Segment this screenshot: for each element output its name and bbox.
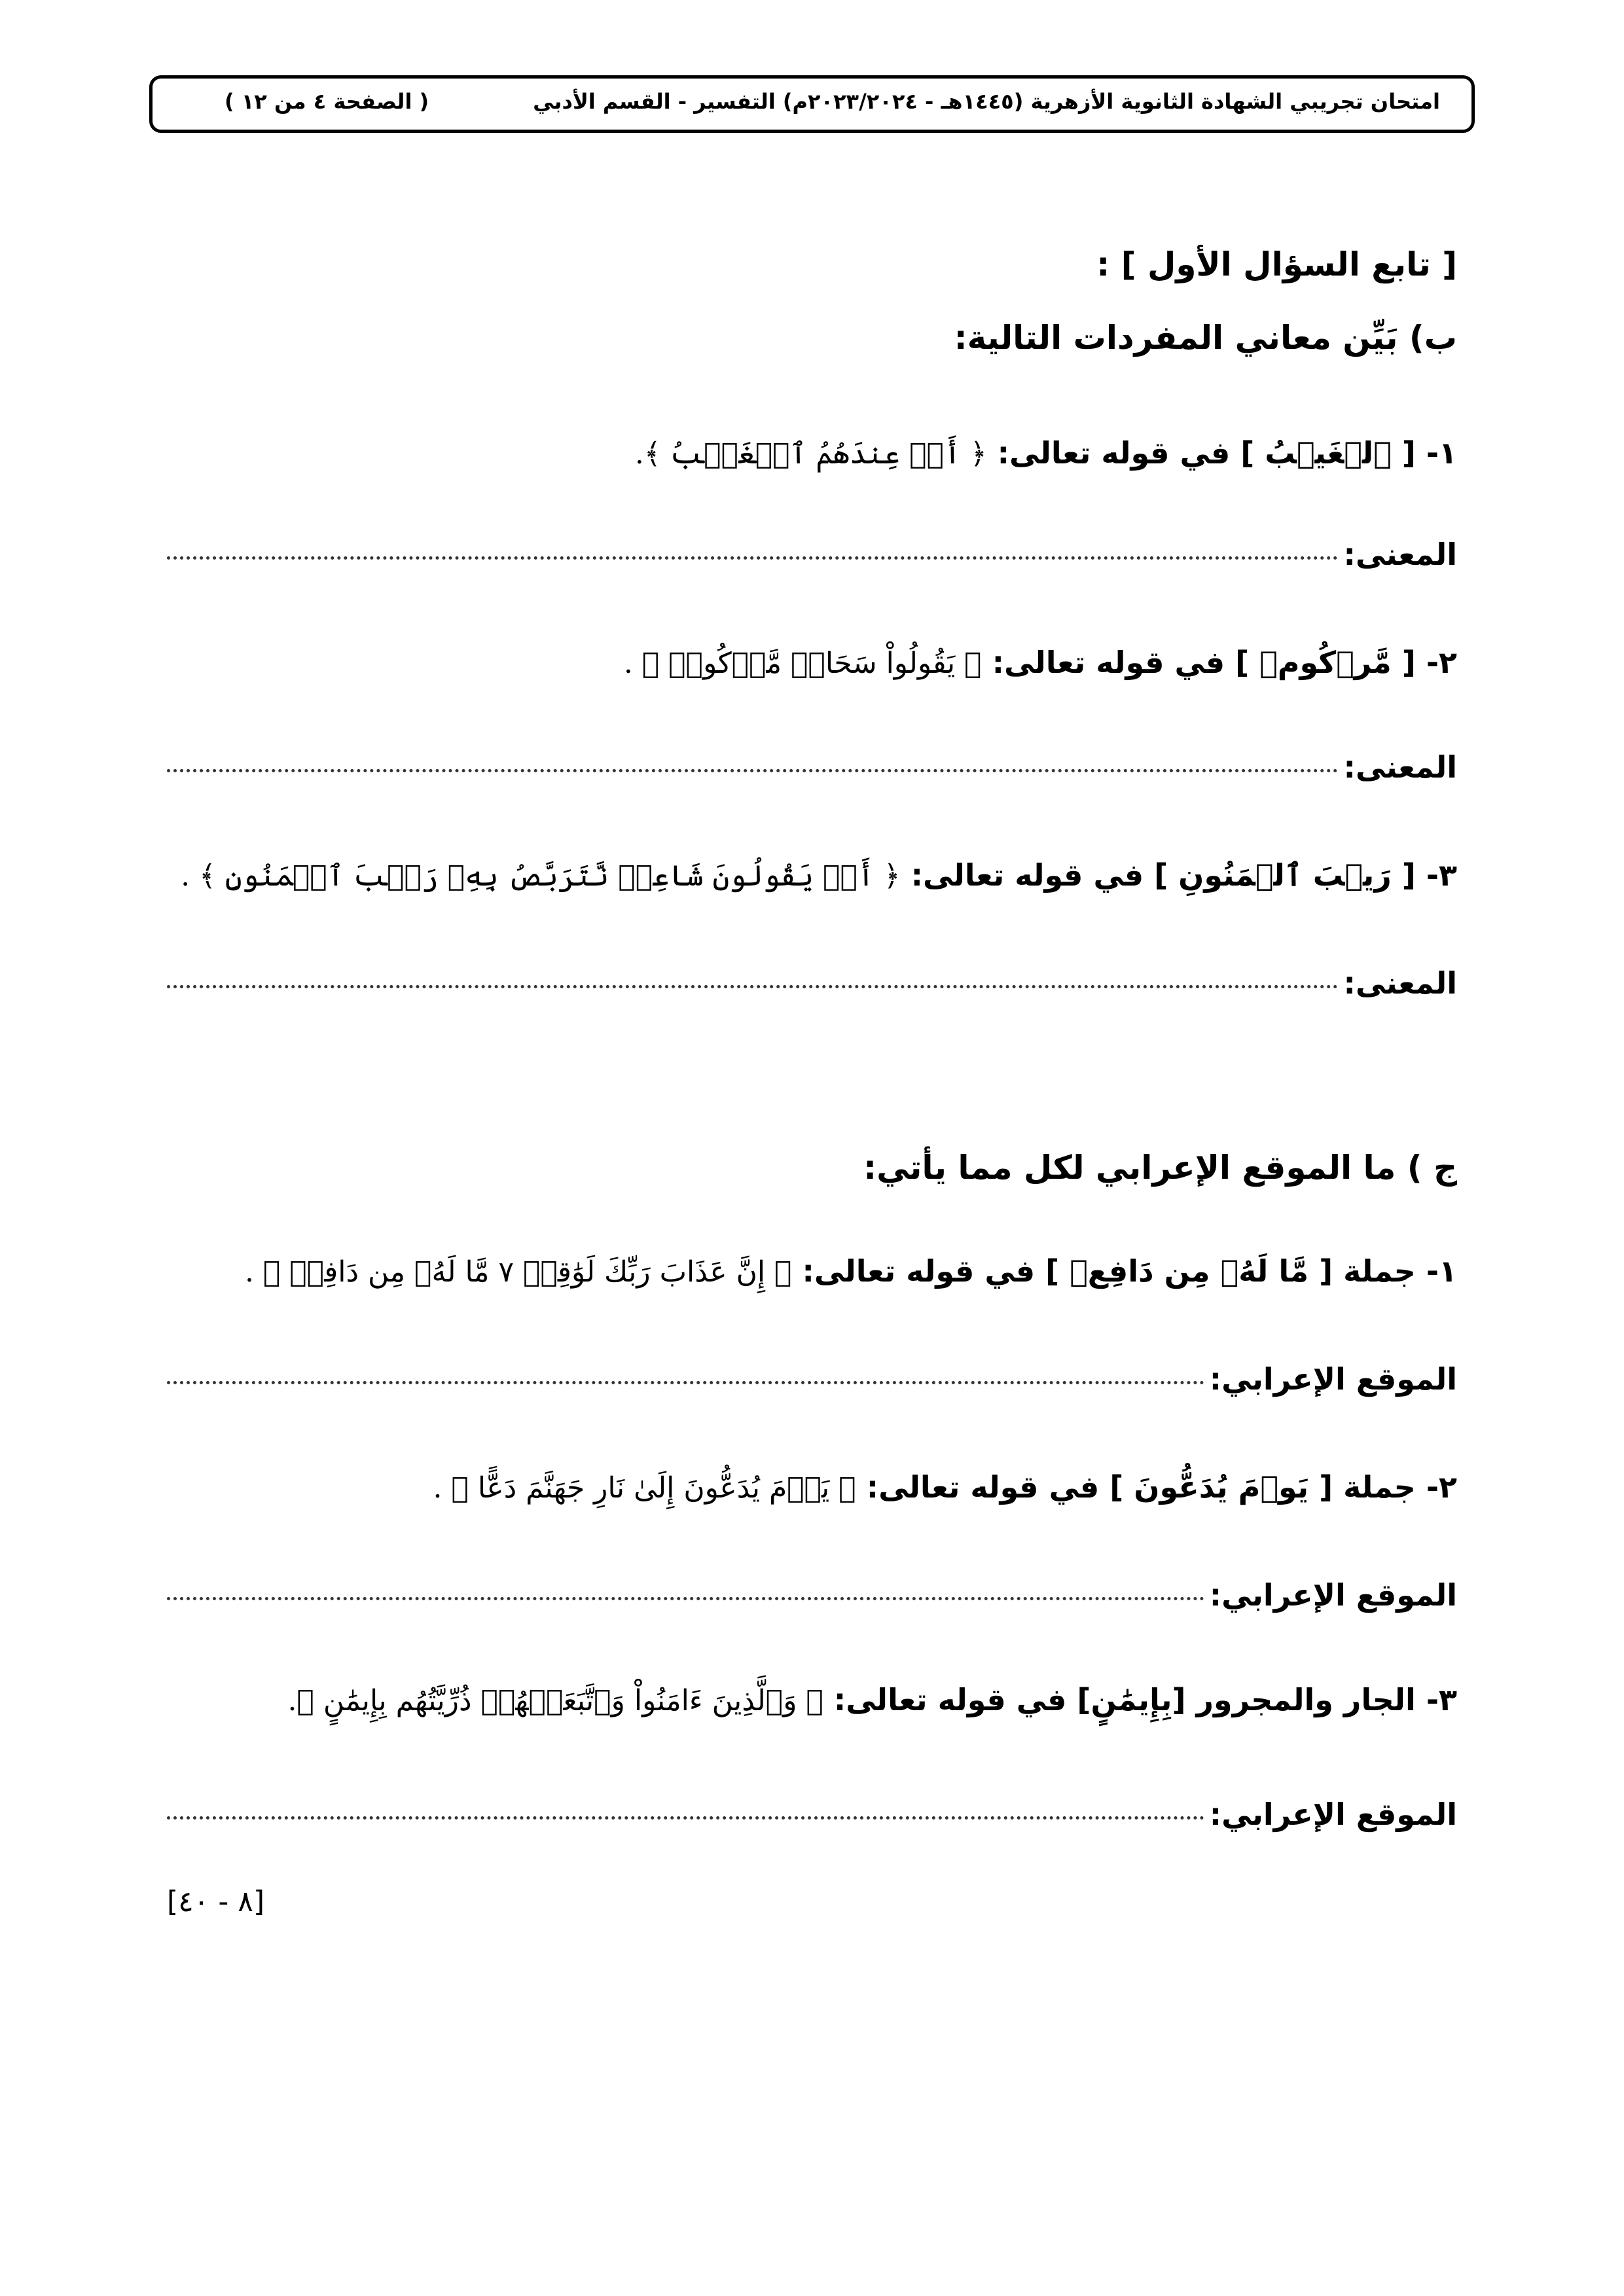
answer-dotted-line[interactable] [167,556,1338,560]
part-c-item-1-text: ١- جملة [ مَّا لَهُۥ مِن دَافِعٖ ] في قوله تعالى: [802,1253,1457,1289]
part-b-item-2-verse: ﴿ يَقُولُواْ سَحَابٞ مَّرۡكُومٞ ﴾ . [623,647,982,680]
answer-label: المعنى: [1343,537,1457,572]
part-b-answer-3[interactable] [167,965,1457,1001]
part-b-item-2-text: ٢- [ مَّرۡكُومٞ ] في قوله تعالى: [992,645,1457,680]
part-b-item-3 [181,857,1457,893]
part-c-item-3-verse: ﴿ وَٱلَّذِينَ ءَامَنُواْ وَٱتَّبَعَتۡهُمۡ ذُرِّيَّتُهُم بِإِيمَٰنٍ ﴾. [287,1684,823,1717]
part-b-item-1 [635,435,1457,471]
answer-dotted-line[interactable] [167,769,1338,772]
part-c-item-1-verse: ﴿ إِنَّ عَذَابَ رَبِّكَ لَوَٰقِعٞ ٧ مَّا لَهُۥ مِن دَافِعٖ ﴾ . [245,1255,792,1289]
answer-label: المعنى: [1343,749,1457,785]
answer-label: المعنى: [1343,965,1457,1001]
part-b-item-3-text: ٣- [ رَيۡبَ ٱلۡمَنُونِ ] في قوله تعالى: [911,857,1457,893]
answer-dotted-line[interactable] [167,1597,1204,1600]
part-b-item-1-text: ١- [ ٱلۡغَيۡبُ ] في قوله تعالى: [997,435,1457,471]
answer-dotted-line[interactable] [167,985,1338,988]
page-number: ( الصفحة ٤ من ١٢ ) [225,89,429,114]
part-b-item-3-verse: ﴿ أَمۡ يَقُولُونَ شَاعِرٞ نَّتَرَبَّصُ بِهِۦ رَيۡبَ ٱلۡمَنُونِ ﴾ . [181,859,901,893]
question-continued-heading: [ تابع السؤال الأول ] : [1096,245,1457,283]
page-header [149,75,1475,133]
part-b-answer-2[interactable] [167,749,1457,785]
part-b-item-2 [624,645,1457,680]
part-c-item-2-text: ٢- جملة [ يَوۡمَ يُدَعُّونَ ] في قوله تعالى: [866,1469,1457,1505]
part-b-answer-1[interactable] [167,537,1457,572]
part-c-answer-1[interactable] [167,1361,1457,1397]
answer-label: الموقع الإعرابي: [1209,1361,1457,1397]
part-c-item-1 [245,1253,1457,1289]
part-c-item-3 [287,1682,1457,1717]
part-c-item-2-verse: ﴿ يَوۡمَ يُدَعُّونَ إِلَىٰ نَارِ جَهَنَّمَ دَعًّا ﴾ . [433,1471,856,1505]
part-c-item-3-text: ٣- الجار والمجرور [بِإِيمَٰنٍ] في قوله تعالى: [833,1682,1457,1717]
part-b-item-1-verse: ﴿ أَمۡ عِندَهُمُ ٱلۡغَيۡبُ ﴾. [634,437,987,471]
part-c-answer-2[interactable] [167,1577,1457,1613]
part-c-item-2 [433,1469,1457,1505]
score-label: [٨ - ٤٠] [167,1885,265,1918]
part-c-heading: ج ) ما الموقع الإعرابي لكل مما يأتي: [863,1149,1457,1187]
part-b-heading: ب) بَيِّن معاني المفردات التالية: [954,319,1457,357]
answer-label: الموقع الإعرابي: [1209,1577,1457,1613]
exam-title: امتحان تجريبي الشهادة الثانوية الأزهرية (١٤٤٥هـ - ٢٠٢٣/٢٠٢٤م) التفسير - القسم الأدبي [533,89,1440,114]
part-c-answer-3[interactable] [167,1797,1457,1832]
answer-dotted-line[interactable] [167,1816,1204,1820]
answer-dotted-line[interactable] [167,1381,1204,1384]
answer-label: الموقع الإعرابي: [1209,1797,1457,1832]
